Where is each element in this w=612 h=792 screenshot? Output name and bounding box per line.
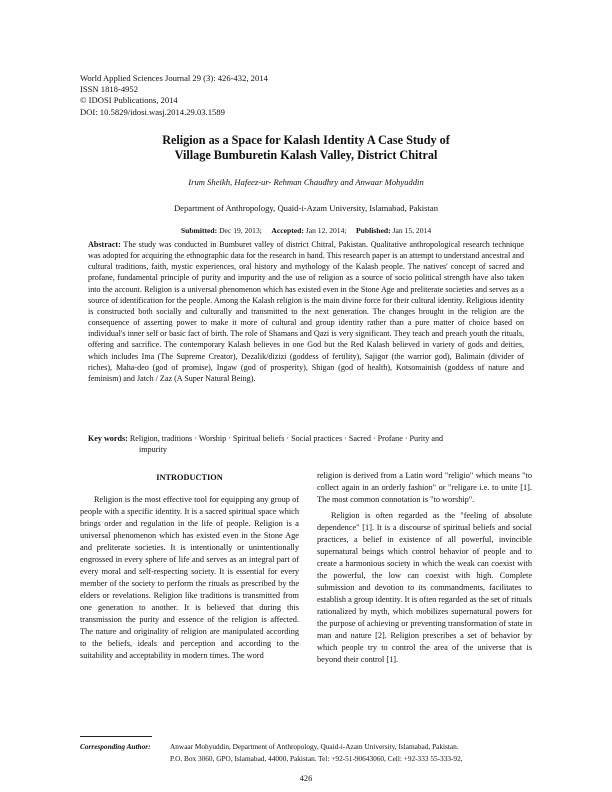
intro-paragraph-1: Religion is the most effective tool for equipping any group of people with a specific identity. It is a sacred spiritual space which brings order and regulation in the life of people. Religion is a universal phenomenon which has existed even in the Stone Age and preliterate societies. It is intentionally or unintentionally engrossed in every sphere of life and serves as an integral part of every moral and self-respecting society. It is essential for every member of the society to perform the rituals as prescribed by the elders or revelations. Religion like traditions is transmitted from one generation to another. It is believed that during this transmission the purity and essence of the religion is affected. The nature and originality of religion are manipulated according to the beliefs, ideals and perception and according to the suitability and acceptability in modern times. The word	[80, 495, 299, 660]
intro-paragraph-1-continued: religion is derived from a Latin word "religio" which means "to collect again in an orderly fashion" or "religare i.e. to unite [1]. The most common connotation is "to worship".	[317, 471, 532, 504]
corresponding-author	[80, 741, 532, 765]
section-heading-introduction: INTRODUCTION	[156, 473, 223, 482]
submitted-label: Submitted:	[180, 226, 218, 235]
corresponding-author-label: Corresponding Author:	[80, 742, 151, 751]
authors: Irum Sheikh, Hafeez-ur- Rehman Chaudhry and Anwaar Mohyuddin	[188, 177, 424, 187]
page-number: 426	[299, 774, 313, 783]
issn: ISSN 1818-4952	[80, 84, 139, 95]
abstract	[88, 239, 524, 384]
journal-metadata	[80, 73, 268, 118]
doi: DOI: 10.5829/idosi.wasj.2014.29.03.1589	[80, 106, 225, 117]
accepted-label: Accepted:	[271, 226, 304, 235]
accepted-date: Jan 12, 2014;	[305, 226, 347, 235]
journal-citation: World Applied Sciences Journal 29 (3): 426-432, 2014	[80, 73, 268, 83]
published-date: Jan 15, 2014	[392, 226, 432, 235]
right-column	[317, 470, 532, 666]
title-line-1: Religion as a Space for Kalash Identity A Case Study of	[162, 133, 450, 147]
keywords-line-2: impurity	[139, 445, 167, 455]
left-column	[80, 494, 299, 662]
title-line-2: Village Bumburetin Kalash Valley, District Chitral	[174, 148, 438, 162]
paper-title	[80, 133, 532, 163]
abstract-label: Abstract:	[88, 240, 121, 249]
publication-dates	[80, 226, 532, 235]
keywords-line-1: Religion, traditions · Worship · Spiritual beliefs · Social practices · Sacred · Profane · Purity and	[129, 434, 444, 443]
keywords	[88, 433, 524, 455]
copyright: © IDOSI Publications, 2014	[80, 95, 178, 106]
corresponding-author-line-1: Anwaar Mohyuddin, Department of Anthropology, Quaid-i-Azam University, Islamabad, Pakistan.	[170, 742, 459, 751]
published-label: Published:	[356, 226, 391, 235]
submitted-date: Dec 19, 2013;	[219, 226, 262, 235]
intro-paragraph-2: Religion is often regarded as the "feeling of absolute dependence" [1]. It is a discourse of spiritual beliefs and social practices, a belief in existence of all powerful, invincible supernatural beings which control behavior of people and to create a harmonious society in which the weak can coexist with the powerful, the low can coexist with high. Complete submission and devotion to its commandments, facilitates to establish a group identity. It is often regarded as the set of rituals rationalized by myth, which mobilizes supernatural powers for the purpose of achieving or preventing transformation of state in man and nature [2]. Religion prescribes a set of behavior by which people try to control the area of the universe that is beyond their control [1].	[317, 511, 532, 664]
footnote-divider	[80, 736, 152, 737]
affiliation: Department of Anthropology, Quaid-i-Azam University, Islamabad, Pakistan	[173, 203, 439, 213]
corresponding-author-line-2: P.O. Box 3060, GPO, Islamabad, 44000, Pakistan. Tel: +92-51-90643060, Cell: +92-333 55-333-92,	[170, 754, 463, 763]
keywords-label: Key words:	[88, 434, 128, 443]
abstract-text: The study was conducted in Bumburet valley of district Chitral, Pakistan. Qualitative anthropological research technique was adopted for acquiring the ethnographic data for the research in hand. This research paper is an attempt to understand ancestral and cultural traditions, faith, mystic experiences, oral history and mythology of the Kalash people. The natives' concept of sacred and profane, fundamental principle of purity and impurity and the use of religion as a source of socio political strength have also taken into the account. Religion is a universal phenomenon which has existed even in the Stone Age and preliterate societies and serves as a source of identification for the people. Among the Kalash religion is the main divine force for their cultural identity. Religious identity is constructed both socially and culturally and transmitted to the next generation. The changes brought in the religion are the consequence of asserting power to make it more of cultural and group identity rather than a pure matter of choice based on individual's inner self or basic fact of birth. The role of Shamans and Qazi is very significant. They teach and preach youth the rituals, offering and sacrifice. The contemporary Kalash believes in one God but the Red Kalash believed in variety of gods and deities, which includes Ima (The Supreme Creator), Dezalik/dizizi (goddess of fertility), Sajigor (the warrior god), Balimain (divider of riches), Maha-deo (god of promise), Ingaw (god of prosperity), Shigan (god of health), Kotsomainish (goddess of nature and feminism) and Jatch / Zaz (A Super Natural Being).	[88, 240, 524, 383]
